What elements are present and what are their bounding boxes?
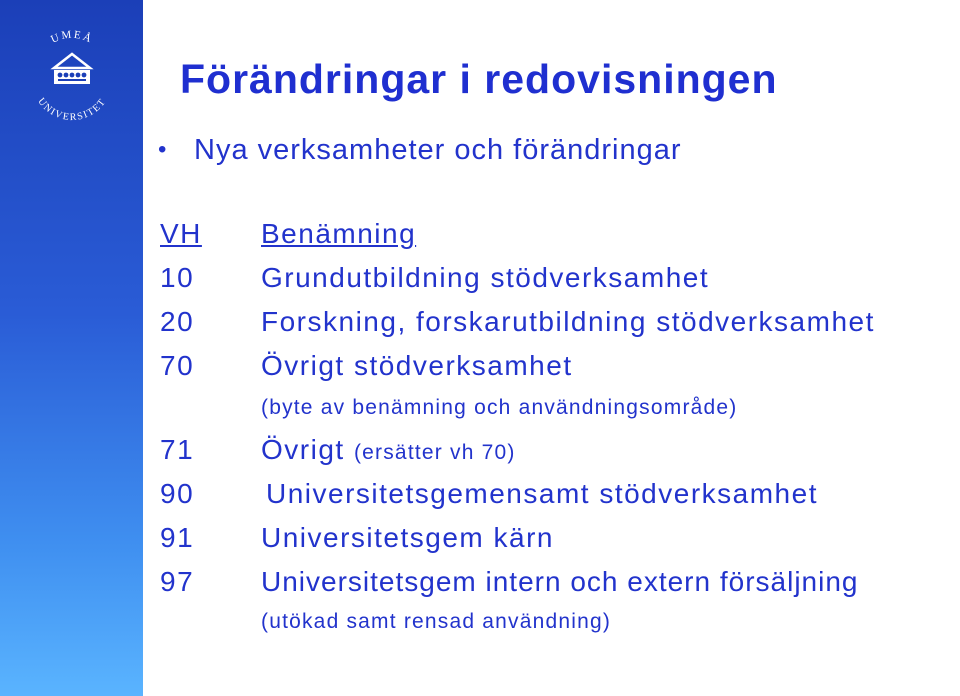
row-name: Universitetsgem kärn: [261, 522, 554, 553]
row-note: (byte av benämning och användningsområde): [261, 396, 738, 419]
svg-text:UNIVERSITET: UNIVERSITET: [35, 96, 109, 124]
svg-text:UMEÅ: UMEÅ: [49, 28, 95, 46]
bullet-item: [158, 134, 682, 167]
university-logo: [20, 22, 124, 126]
row-code: 97: [160, 566, 195, 597]
row-inline-note: (ersätter vh 70): [353, 441, 516, 464]
header-name: Benämning: [261, 218, 417, 249]
sidebar-band: [0, 0, 143, 696]
row-code: 91: [160, 522, 195, 553]
bullet-text: Nya verksamheter och förändringar: [194, 134, 682, 166]
row-code: 10: [160, 262, 195, 293]
row-code: 90: [160, 478, 195, 509]
row-code: 20: [160, 306, 195, 337]
row-code: 71: [160, 434, 195, 465]
row-note: (utökad samt rensad användning): [261, 610, 612, 633]
row-name: Universitetsgemensamt stödverksamhet: [266, 478, 818, 509]
row-name: Universitetsgem intern och extern försäljning: [261, 566, 859, 597]
slide-title: Förändringar i redovisningen: [180, 56, 778, 102]
row-name: Övrigt stödverksamhet: [261, 350, 573, 381]
row-name: Övrigt: [261, 434, 345, 465]
row-name: Grundutbildning stödverksamhet: [261, 262, 710, 293]
row-code: 70: [160, 350, 195, 381]
row-name-group: [261, 434, 516, 466]
row-name: Forskning, forskarutbildning stödverksamhet: [261, 306, 875, 337]
bullet-dot-icon: •: [158, 136, 168, 163]
crown-emblem-icon: [54, 54, 90, 84]
header-code: VH: [160, 218, 202, 249]
